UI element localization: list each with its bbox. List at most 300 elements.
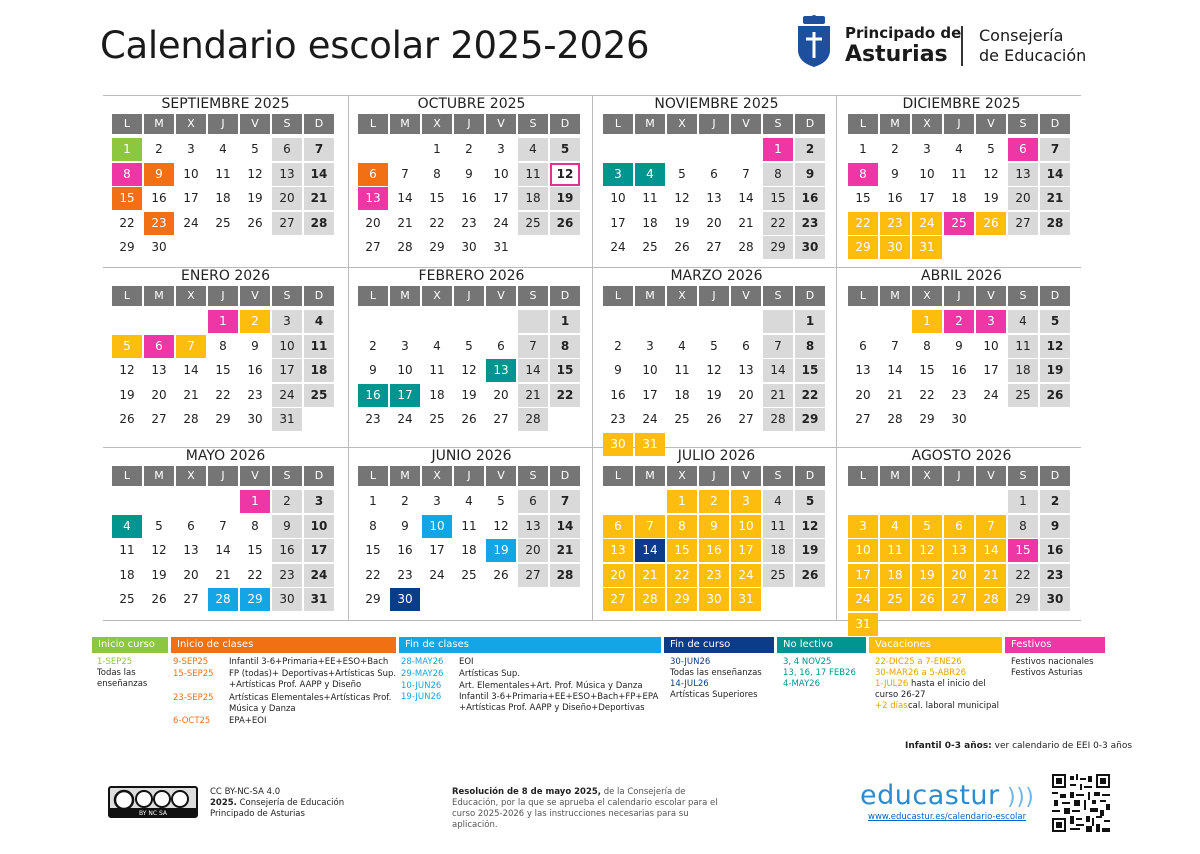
day-cell: 12 (461, 363, 477, 377)
weekday-header: J (944, 466, 974, 486)
legend-text: cal. laboral municipal (908, 701, 999, 711)
weekday-header: J (208, 114, 238, 134)
legend-text: 30-JUN26 (670, 657, 711, 667)
day-cell: 3 (646, 338, 654, 353)
legend-text: 10-JUN26 (401, 681, 442, 691)
day-cell: 14 (1040, 163, 1070, 186)
day-cell: 24 (731, 564, 761, 587)
day-cell: 12 (1040, 335, 1070, 358)
weekday-header: J (944, 114, 974, 134)
day-cell: 12 (247, 166, 263, 181)
day-cell: 12 (912, 539, 942, 562)
day-cell: 21 (1040, 187, 1070, 210)
day-cell: 31 (731, 588, 761, 611)
day-cell: 14 (763, 359, 793, 382)
day-cell: 28 (550, 564, 580, 587)
legend-text: Infantil 3-6+Primaria+EE+ESO+Bach+FP+EPA (459, 692, 659, 702)
day-cell: 28 (518, 408, 548, 431)
day-cell: 11 (215, 166, 231, 181)
day-cell: 21 (550, 539, 580, 562)
day-cell: 10 (848, 539, 878, 562)
day-cell: 4 (1008, 310, 1038, 333)
weekday-header: M (390, 466, 420, 486)
logo-divider (961, 26, 963, 66)
legend-text: Música y Danza (229, 704, 296, 714)
day-cell: 18 (461, 543, 477, 557)
weekday-header: S (1008, 466, 1038, 486)
day-cell: 4 (763, 490, 793, 513)
day-cell: 22 (667, 564, 697, 587)
day-cell: 18 (119, 567, 135, 582)
day-cell: 10 (983, 338, 999, 353)
logo-line3: Consejería (979, 26, 1064, 45)
day-cell: 9 (891, 166, 899, 181)
weekday-header: M (144, 286, 174, 306)
day-cell: 3 (603, 163, 633, 186)
weekday-header: L (603, 466, 633, 486)
day-cell: 13 (603, 539, 633, 562)
weekday-header: V (976, 286, 1006, 306)
legend-no-lectivo: No lectivo (777, 637, 866, 653)
month-0 (103, 95, 347, 267)
day-cell: 4 (880, 515, 910, 538)
day-cell: 17 (731, 539, 761, 562)
day-cell: 10 (731, 515, 761, 538)
qr-code-icon[interactable] (1052, 774, 1110, 832)
day-cell: 12 (706, 363, 722, 377)
day-cell: 15 (247, 543, 263, 557)
day-cell: 24 (610, 240, 626, 254)
day-cell: 25 (461, 567, 477, 582)
weekday-header: J (944, 286, 974, 306)
weekday-header: J (699, 286, 729, 306)
day-cell: 25 (215, 215, 231, 230)
day-cell: 18 (215, 191, 231, 205)
day-cell: 23 (880, 212, 910, 235)
day-cell: 25 (304, 384, 334, 407)
day-cell: 21 (397, 215, 413, 230)
day-cell: 3 (923, 142, 931, 156)
day-cell: 5 (251, 142, 259, 156)
day-cell: 5 (550, 138, 580, 161)
legend-text: Festivos nacionales (1011, 657, 1094, 667)
grid-line (103, 620, 1081, 621)
day-cell: 18 (1008, 359, 1038, 382)
day-cell: 15 (855, 191, 871, 205)
day-cell: 24 (493, 215, 509, 230)
day-cell: 29 (763, 236, 793, 259)
day-cell: 15 (667, 539, 697, 562)
day-cell: 11 (951, 166, 967, 181)
day-cell: 18 (429, 387, 445, 402)
day-cell: 11 (518, 163, 548, 186)
day-cell: 6 (1008, 138, 1038, 161)
day-cell: 17 (919, 191, 935, 205)
month-title: MAYO 2026 (185, 448, 266, 464)
cc-license-badge (108, 786, 198, 818)
day-cell: 17 (983, 363, 999, 377)
day-cell: 7 (1040, 138, 1070, 161)
legend-text: 29-MAY26 (401, 669, 444, 679)
weekday-header: X (176, 114, 206, 134)
day-cell: 28 (397, 240, 413, 254)
day-cell: 19 (983, 191, 999, 205)
day-cell: 21 (738, 215, 754, 230)
day-cell: 20 (738, 387, 754, 402)
day-cell: 28 (763, 408, 793, 431)
day-cell: 3 (272, 310, 302, 333)
day-cell: 9 (369, 363, 377, 377)
day-cell: 18 (763, 539, 793, 562)
day-cell: 16 (699, 539, 729, 562)
weekday-header: V (240, 114, 270, 134)
day-cell: 8 (550, 335, 580, 358)
day-cell: 2 (1040, 490, 1070, 513)
day-cell: 1 (433, 142, 441, 156)
weekday-header: S (272, 286, 302, 306)
month-4 (103, 267, 347, 447)
weekday-header: J (208, 466, 238, 486)
day-cell: 3 (187, 142, 195, 156)
month-3 (839, 95, 1083, 267)
legend-fin-clases: Fin de clases (399, 637, 661, 653)
legend-text: 1-SEP25 (97, 657, 133, 667)
weekday-header: V (240, 466, 270, 486)
legend-text: Todas las (97, 668, 136, 678)
day-cell: 28 (208, 588, 238, 611)
day-cell: 20 (272, 187, 302, 210)
day-cell: 11 (880, 539, 910, 562)
weekday-header: X (422, 286, 452, 306)
day-cell: 19 (119, 387, 135, 402)
day-cell: 5 (465, 338, 473, 353)
legend-text: Artísticas Sup. (459, 669, 521, 679)
day-cell: 1 (112, 138, 142, 161)
weekday-header: V (486, 286, 516, 306)
day-cell: 29 (919, 412, 935, 426)
day-cell: 22 (550, 384, 580, 407)
day-cell: 1 (1008, 490, 1038, 513)
day-cell: 7 (763, 335, 793, 358)
legend-text: 22-DIC25 a 7-ENE26 (875, 657, 962, 667)
day-cell: 17 (304, 539, 334, 562)
license-text (210, 787, 344, 820)
day-cell: 14 (550, 515, 580, 538)
asturias-shield-icon (795, 12, 833, 68)
day-cell: 8 (1008, 515, 1038, 538)
weekday-header: L (603, 114, 633, 134)
weekday-header: D (795, 286, 825, 306)
weekday-header: S (1008, 286, 1038, 306)
day-cell: 9 (272, 515, 302, 538)
day-cell: 4 (433, 338, 441, 353)
day-cell: 3 (401, 338, 409, 353)
resolution-rest: de la Consejería de Educación, por la que se aprueba el calendario escolar para el curso 2025-2026 y las instrucciones necesarias para su aplicación. (452, 787, 718, 830)
month-title: ABRIL 2026 (921, 268, 1002, 284)
day-cell: 1 (763, 138, 793, 161)
weekday-header: S (1008, 114, 1038, 134)
day-cell: 10 (919, 166, 935, 181)
day-cell: 20 (365, 215, 381, 230)
day-cell: 27 (151, 412, 167, 426)
day-cell: 23 (272, 564, 302, 587)
day-cell: 10 (642, 363, 658, 377)
day-cell: 13 (738, 363, 754, 377)
principado-logo (795, 12, 1095, 72)
cc-badge-text: BY NC SA (139, 810, 167, 816)
month-9 (349, 447, 593, 620)
day-cell: 14 (397, 191, 413, 205)
weekday-header: D (1040, 286, 1070, 306)
day-cell: 28 (738, 240, 754, 254)
day-cell: 1 (240, 490, 270, 513)
day-cell: 26 (247, 215, 263, 230)
day-cell: 8 (112, 163, 142, 186)
day-cell: 22 (119, 215, 135, 230)
day-cell: 27 (738, 412, 754, 426)
day-cell: 29 (429, 240, 445, 254)
day-cell: 31 (848, 613, 878, 636)
day-cell: 7 (976, 515, 1006, 538)
day-cell: 28 (887, 412, 903, 426)
empty-weekend-cell (763, 310, 793, 333)
weekday-header: D (550, 466, 580, 486)
day-cell: 15 (365, 543, 381, 557)
month-10 (594, 447, 838, 620)
day-cell: 11 (119, 543, 135, 557)
day-cell: 8 (795, 335, 825, 358)
month-7 (839, 267, 1083, 447)
day-cell: 8 (433, 166, 441, 181)
month-5 (349, 267, 593, 447)
day-cell: 29 (240, 588, 270, 611)
day-cell: 17 (429, 543, 445, 557)
day-cell: 10 (397, 363, 413, 377)
day-cell: 1 (795, 310, 825, 333)
license-year: 2025. (210, 798, 237, 808)
day-cell: 15 (215, 363, 231, 377)
day-cell: 4 (518, 138, 548, 161)
weekday-header: X (667, 466, 697, 486)
day-cell: 29 (365, 592, 381, 606)
weekday-header: D (304, 286, 334, 306)
day-cell: 31 (304, 588, 334, 611)
day-cell: 2 (944, 310, 974, 333)
day-cell: 11 (674, 363, 690, 377)
day-cell: 12 (493, 518, 509, 533)
day-cell: 27 (706, 240, 722, 254)
day-cell: 22 (429, 215, 445, 230)
day-cell: 19 (550, 187, 580, 210)
weekday-header: X (422, 114, 452, 134)
day-cell: 26 (119, 412, 135, 426)
weekday-header: D (550, 114, 580, 134)
day-cell: 10 (183, 166, 199, 181)
legend-text: curso 26-27 (875, 690, 926, 700)
day-cell: 27 (603, 588, 633, 611)
day-cell: 18 (880, 564, 910, 587)
weekday-header: J (699, 466, 729, 486)
weekday-header: X (176, 286, 206, 306)
day-cell: 1 (912, 310, 942, 333)
day-cell: 30 (272, 588, 302, 611)
legend-inicio-clases: Inicio de clases (171, 637, 396, 653)
day-cell: 18 (518, 187, 548, 210)
weekday-header: X (912, 114, 942, 134)
month-title: NOVIEMBRE 2025 (654, 96, 779, 112)
day-cell: 31 (912, 236, 942, 259)
day-cell: 16 (1040, 539, 1070, 562)
weekday-header: X (176, 466, 206, 486)
weekday-header: V (486, 114, 516, 134)
day-cell: 28 (976, 588, 1006, 611)
day-cell: 26 (795, 564, 825, 587)
day-cell: 6 (272, 138, 302, 161)
day-cell: 6 (518, 490, 548, 513)
day-cell: 24 (304, 564, 334, 587)
weekday-header: V (976, 114, 1006, 134)
day-cell: 14 (183, 363, 199, 377)
legend-text: EPA+EOI (229, 716, 267, 726)
day-cell: 2 (795, 138, 825, 161)
day-cell: 15 (919, 363, 935, 377)
day-cell: 4 (635, 163, 665, 186)
weekday-header: X (667, 114, 697, 134)
legend-text: 23-SEP25 (173, 693, 214, 703)
weekday-header: M (880, 466, 910, 486)
resolution-text (452, 787, 732, 831)
legend-text: 13, 16, 17 FEB26 (783, 668, 856, 678)
day-cell: 12 (550, 163, 580, 186)
day-cell: 8 (923, 338, 931, 353)
day-cell: 2 (240, 310, 270, 333)
day-cell: 29 (848, 236, 878, 259)
day-cell: 6 (710, 166, 718, 181)
day-cell: 16 (397, 543, 413, 557)
day-cell: 9 (251, 338, 259, 353)
legend-text: +Artísticas Prof. AAPP y Diseño (229, 680, 362, 690)
weekday-header: D (550, 286, 580, 306)
day-cell: 20 (518, 539, 548, 562)
day-cell: 21 (183, 387, 199, 402)
legend-text: enseñanzas (97, 679, 148, 689)
weekday-header: M (144, 114, 174, 134)
logo-line4: de Educación (979, 46, 1087, 65)
day-cell: 18 (642, 215, 658, 230)
day-cell: 22 (365, 567, 381, 582)
day-cell: 8 (848, 163, 878, 186)
weekday-header: D (304, 466, 334, 486)
day-cell: 11 (1008, 335, 1038, 358)
day-cell: 22 (215, 387, 231, 402)
weekday-header: V (731, 114, 761, 134)
legend-text: 9-SEP25 (173, 657, 209, 667)
day-cell: 26 (674, 240, 690, 254)
day-cell: 19 (247, 191, 263, 205)
educastur-logo: educastur ))) (860, 780, 1035, 811)
day-cell: 15 (763, 187, 793, 210)
day-cell: 15 (550, 359, 580, 382)
day-cell: 25 (518, 212, 548, 235)
weekday-header: J (454, 114, 484, 134)
day-cell: 17 (390, 384, 420, 407)
day-cell: 16 (358, 384, 388, 407)
weekday-header: J (699, 114, 729, 134)
day-cell: 27 (183, 592, 199, 606)
resolution-bold: Resolución de 8 de mayo 2025, (452, 787, 602, 797)
weekday-header: S (272, 466, 302, 486)
day-cell: 28 (183, 412, 199, 426)
weekday-header: L (358, 466, 388, 486)
day-cell: 3 (497, 142, 505, 156)
day-cell: 22 (795, 384, 825, 407)
weekday-header: V (486, 466, 516, 486)
day-cell: 27 (518, 564, 548, 587)
weekday-header: L (848, 286, 878, 306)
day-cell: 16 (610, 387, 626, 402)
day-cell: 25 (429, 412, 445, 426)
infantil-note (905, 741, 1132, 751)
month-2 (594, 95, 838, 267)
day-cell: 27 (855, 412, 871, 426)
day-cell: 26 (1040, 384, 1070, 407)
day-cell: 6 (603, 515, 633, 538)
cc-icons-icon (110, 788, 196, 816)
day-cell: 10 (272, 335, 302, 358)
educastur-link[interactable]: www.educastur.es/calendario-escolar (868, 812, 1027, 822)
day-cell: 27 (944, 588, 974, 611)
day-cell: 6 (497, 338, 505, 353)
educastur-brand: educastur (860, 780, 1000, 811)
day-cell: 23 (461, 215, 477, 230)
day-cell: 13 (944, 539, 974, 562)
day-cell: 2 (699, 490, 729, 513)
weekday-header: V (731, 286, 761, 306)
day-cell: 20 (855, 387, 871, 402)
day-cell: 30 (699, 588, 729, 611)
day-cell: 24 (397, 412, 413, 426)
day-cell: 25 (674, 412, 690, 426)
day-cell: 23 (951, 387, 967, 402)
day-cell: 27 (1008, 212, 1038, 235)
day-cell: 22 (1008, 564, 1038, 587)
day-cell: 15 (112, 187, 142, 210)
month-8 (103, 447, 347, 620)
weekday-header: S (763, 466, 793, 486)
day-cell: 30 (880, 236, 910, 259)
weekday-header: S (763, 286, 793, 306)
day-cell: 5 (1040, 310, 1070, 333)
day-cell: 12 (795, 515, 825, 538)
day-cell: 9 (1040, 515, 1070, 538)
day-cell: 13 (358, 187, 388, 210)
day-cell: 17 (493, 191, 509, 205)
day-cell: 13 (151, 363, 167, 377)
day-cell: 31 (635, 433, 665, 456)
day-cell: 26 (912, 588, 942, 611)
day-cell: 14 (635, 539, 665, 562)
day-cell: 31 (272, 408, 302, 431)
day-cell: 5 (112, 335, 142, 358)
day-cell: 16 (887, 191, 903, 205)
weekday-header: D (795, 466, 825, 486)
legend-text: +Artísticas Prof. AAPP y Diseño+Deportivas (459, 703, 645, 713)
legend-text: +2 días (875, 701, 908, 711)
day-cell: 8 (369, 518, 377, 533)
day-cell: 8 (667, 515, 697, 538)
legend-text: FP (todas)+ Deportivas+Artísticas Sup. (229, 669, 397, 679)
day-cell: 29 (1008, 588, 1038, 611)
